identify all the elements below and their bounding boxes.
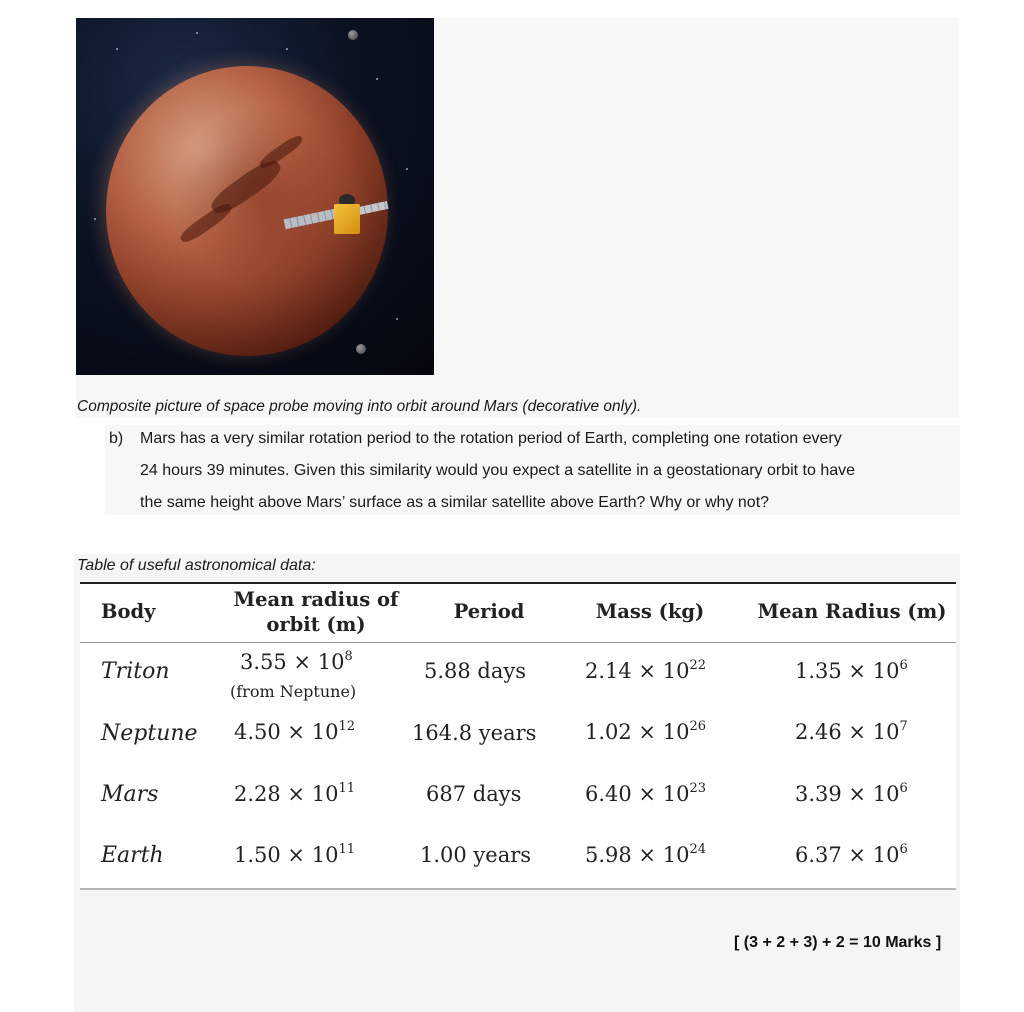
header-radius: Mean Radius (m)	[757, 600, 947, 623]
cell-period: 164.8 years	[412, 721, 537, 745]
cell-radius: $2.46 \times 10^7$	[795, 719, 908, 744]
moon-icon	[356, 344, 366, 354]
space-probe	[334, 204, 360, 234]
question-text-line: Mars has a very similar rotation period to the rotation period of Earth, completing one rotation every	[140, 430, 842, 447]
cell-period: 5.88 days	[424, 659, 527, 683]
cell-orbit: $4.50 \times 10^{12}$	[234, 719, 355, 744]
marks-allocation: [ (3 + 2 + 3) + 2 = 10 Marks ]	[734, 934, 942, 951]
table-bottom-rule	[80, 888, 956, 890]
figure-caption: Composite picture of space probe moving into orbit around Mars (decorative only).	[77, 398, 642, 415]
cell-body: Earth	[101, 843, 164, 868]
table-top-rule	[80, 582, 956, 584]
cell-mass: $2.14 \times 10^{22}$	[585, 658, 706, 683]
header-period: Period	[453, 600, 525, 623]
mars-probe-image	[76, 18, 434, 375]
cell-mass: $6.40 \times 10^{23}$	[585, 781, 706, 806]
cell-mass: $1.02 \times 10^{26}$	[585, 719, 706, 744]
cell-orbit: $2.28 \times 10^{11}$	[234, 781, 355, 806]
header-mass: Mass (kg)	[595, 600, 705, 623]
cell-radius: $1.35 \times 10^6$	[795, 658, 908, 683]
cell-body: Triton	[101, 659, 170, 684]
cell-period: 687 days	[426, 782, 522, 806]
cell-mass: $5.98 \times 10^{24}$	[585, 842, 706, 867]
question-label: b)	[109, 430, 124, 447]
cell-radius: $6.37 \times 10^6$	[795, 842, 908, 867]
cell-orbit: $1.50 \times 10^{11}$	[234, 842, 355, 867]
cell-body: Mars	[101, 782, 159, 807]
table-header-rule	[80, 642, 956, 643]
moon-icon	[348, 30, 358, 40]
cell-orbit-note: (from Neptune)	[230, 682, 357, 701]
header-orbit-line1: Mean radius of	[233, 588, 399, 611]
question-text-line: 24 hours 39 minutes. Given this similarity would you expect a satellite in a geostationary orbit to have	[140, 462, 856, 479]
cell-orbit: $3.55 \times 10^8$	[240, 649, 353, 674]
table-caption: Table of useful astronomical data:	[77, 557, 316, 574]
question-text-line: the same height above Mars’ surface as a similar satellite above Earth? Why or why not?	[140, 494, 770, 511]
cell-period: 1.00 years	[420, 843, 532, 867]
cell-body: Neptune	[101, 721, 198, 746]
header-body: Body	[101, 600, 156, 623]
header-orbit-line2: orbit (m)	[266, 613, 366, 636]
cell-radius: $3.39 \times 10^6$	[795, 781, 908, 806]
